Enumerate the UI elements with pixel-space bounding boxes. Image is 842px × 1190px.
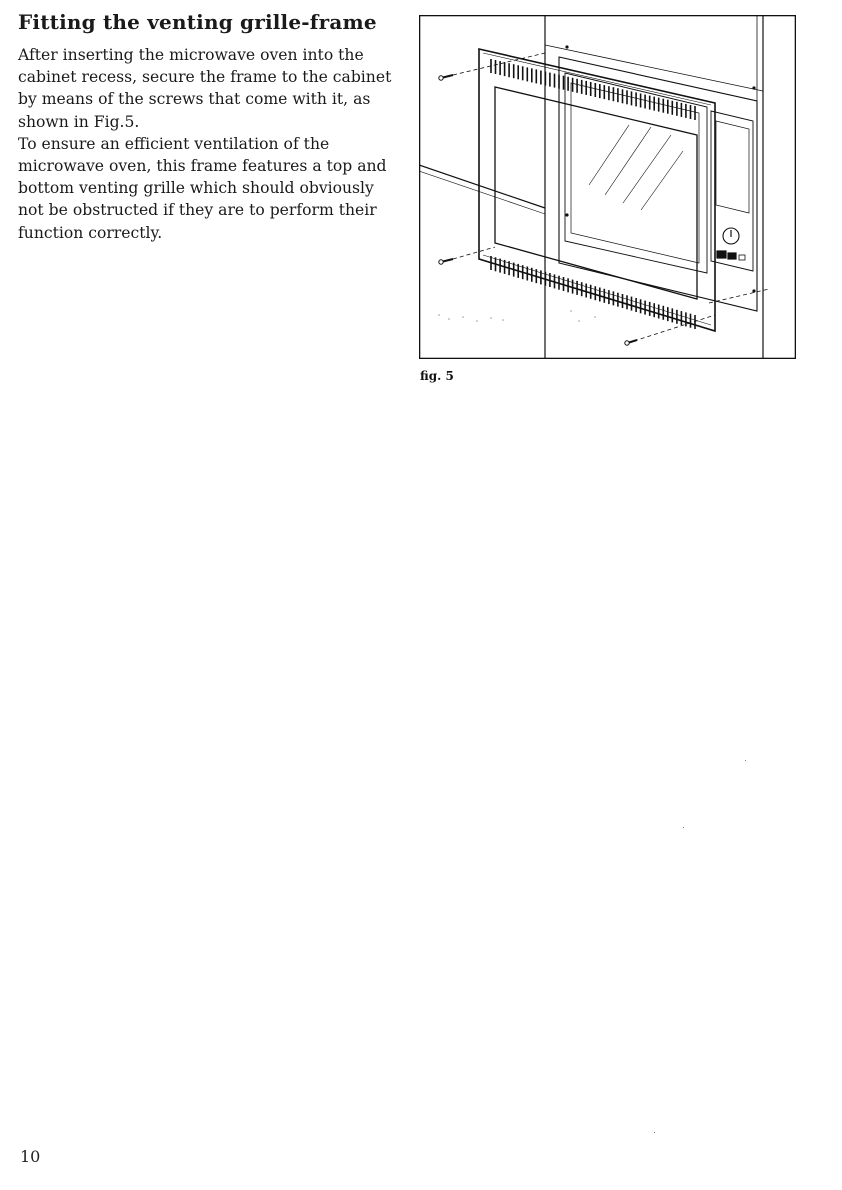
cabinet-screw-holes (565, 45, 755, 292)
scan-speck (654, 1132, 655, 1133)
screws (439, 75, 637, 345)
figure-caption: fig. 5 (420, 369, 454, 383)
scan-speck (745, 760, 746, 761)
frame-installation-illustration (419, 15, 796, 359)
section-title: Fitting the venting grille-frame (18, 10, 377, 34)
screw-top-left (439, 75, 453, 80)
page-number: 10 (20, 1147, 41, 1166)
paragraph-ventilation: To ensure an efficient ventilation of the microwave oven, this frame features a top and bottom venting grille which should obviously not be obstructed if they are to perform their function correctly. (18, 134, 387, 242)
scan-marks (438, 310, 596, 322)
screw-guide-lines (453, 53, 769, 341)
scan-speck (683, 827, 684, 828)
installation-figure (419, 15, 796, 359)
screw-bottom-left (439, 259, 453, 264)
microwave-oven (559, 57, 757, 311)
paragraph-frame-fitting: After inserting the microwave oven into the cabinet recess, secure the frame to the cabinet by means of the screws that come with it, as shown in Fig.5. (18, 46, 392, 131)
venting-grille-frame (479, 49, 715, 331)
instruction-text (18, 44, 396, 244)
screw-bottom-right (625, 340, 637, 345)
